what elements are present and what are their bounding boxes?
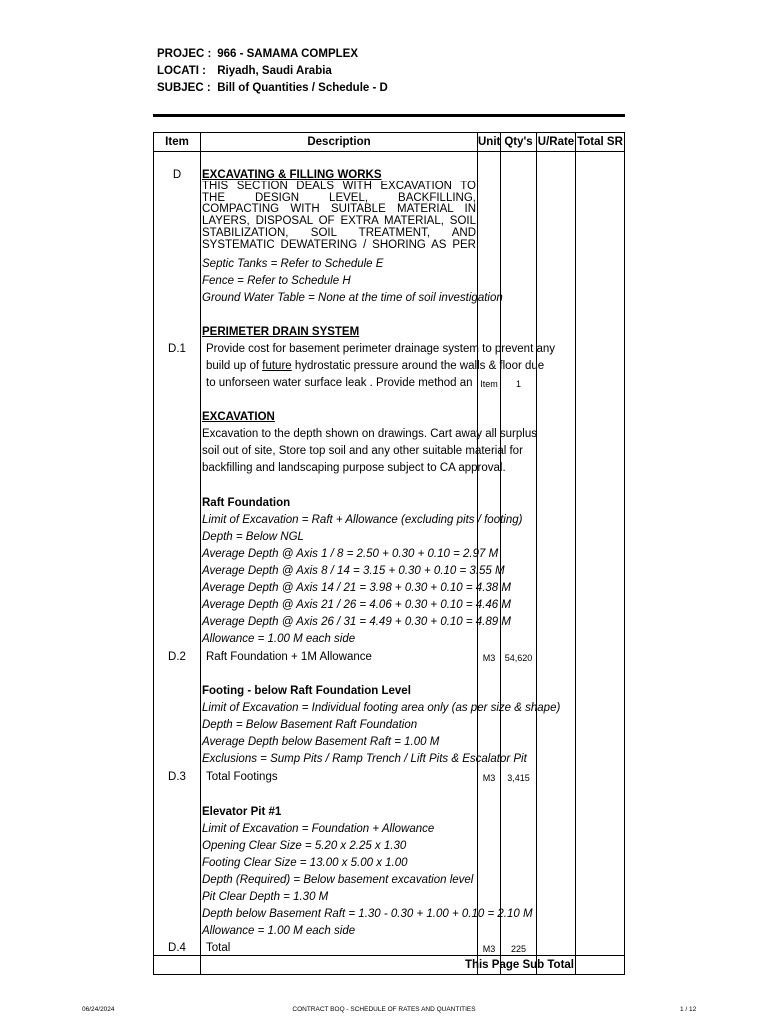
qty-d1: 1 xyxy=(515,379,521,389)
footer-title: CONTRACT BOQ - SCHEDULE OF RATES AND QUANTITIES xyxy=(292,1006,476,1013)
excavation-line: soil out of site, Store top soil and any other suitable material for xyxy=(202,445,523,457)
header-row-divider xyxy=(154,151,624,152)
col-divider xyxy=(500,133,501,974)
location-label: LOCATI : xyxy=(157,65,206,77)
project-label: PROJEC : xyxy=(157,48,212,60)
elevator-item: Total xyxy=(206,942,231,954)
note-line: Ground Water Table = None at the time of soil investigation xyxy=(202,292,503,304)
footing-line: Depth = Below Basement Raft Foundation xyxy=(202,719,418,731)
scope-line: SYSTEMATIC DEWATERING / SHORING AS PER xyxy=(202,238,476,251)
elevator-line: Limit of Excavation = Foundation + Allowance xyxy=(202,823,435,835)
header-rule xyxy=(153,114,625,117)
col-divider xyxy=(575,133,576,974)
footing-item: Total Footings xyxy=(206,771,278,783)
footer-date: 06/24/2024 xyxy=(82,1006,115,1013)
location-line xyxy=(157,65,332,77)
raft-line: Average Depth @ Axis 14 / 21 = 3.98 + 0.30 + 0.10 = 4.38 M xyxy=(202,582,511,594)
scope-line: THIS SECTION DEALS WITH EXCAVATION TO xyxy=(202,181,476,192)
perimeter-line: Provide cost for basement perimeter drainage system to prevent any xyxy=(206,343,556,355)
raft-line: Average Depth @ Axis 1 / 8 = 2.50 + 0.30 + 0.10 = 2.97 M xyxy=(202,548,499,560)
elevator-line: Footing Clear Size = 13.00 x 5.00 x 1.00 xyxy=(202,857,408,869)
subject-value: Bill of Quantities / Schedule - D xyxy=(217,82,388,94)
project-value: 966 - SAMAMA COMPLEX xyxy=(217,48,358,60)
raft-line: Average Depth @ Axis 26 / 31 = 4.49 + 0.30 + 0.10 = 4.89 M xyxy=(202,616,511,628)
perimeter-title: PERIMETER DRAIN SYSTEM xyxy=(202,326,360,338)
perimeter-line-pre: build up of xyxy=(206,360,263,372)
unit-d4: M3 xyxy=(482,944,496,954)
elevator-line: Pit Clear Depth = 1.30 M xyxy=(202,891,329,903)
perimeter-line: to unforseen water surface leak . Provide method an xyxy=(206,377,473,389)
unit-d3: M3 xyxy=(482,773,496,783)
col-divider xyxy=(200,133,201,974)
footing-line: Average Depth below Basement Raft = 1.00 M xyxy=(202,736,440,748)
item-code-d2: D.2 xyxy=(168,651,186,663)
project-line xyxy=(157,48,358,60)
col-header-total: Total SR xyxy=(577,136,623,148)
excavation-line: backfilling and landscaping purpose subject to CA approval. xyxy=(202,462,506,474)
boq-table xyxy=(153,132,625,975)
col-divider xyxy=(536,133,537,974)
col-header-qty: Qty's xyxy=(504,136,533,148)
raft-line: Depth = Below NGL xyxy=(202,531,304,543)
item-code-d4: D.4 xyxy=(168,942,186,954)
item-code-d3: D.3 xyxy=(168,771,186,783)
perimeter-line-underlined: future xyxy=(262,360,292,372)
section-code: D xyxy=(172,169,182,181)
col-header-description: Description xyxy=(307,136,371,148)
location-value: Riyadh, Saudi Arabia xyxy=(217,65,332,77)
footing-line: Exclusions = Sump Pits / Ramp Trench / Lift Pits & Escalator Pit xyxy=(202,753,527,765)
subject-line xyxy=(157,82,388,94)
scope-line: STABILIZATION, SOIL TREATMENT, AND xyxy=(202,226,476,239)
perimeter-line xyxy=(206,360,544,373)
raft-item: Raft Foundation + 1M Allowance xyxy=(206,651,372,663)
section-title: EXCAVATING & FILLING WORKS xyxy=(202,169,382,181)
elevator-line: Depth below Basement Raft = 1.30 - 0.30 + 1.00 + 0.10 = 2.10 M xyxy=(202,908,533,920)
note-line: Fence = Refer to Schedule H xyxy=(202,275,351,287)
col-header-unit-rate: U/Rate xyxy=(537,136,575,148)
excavation-title: EXCAVATION xyxy=(202,411,275,423)
note-line: Septic Tanks = Refer to Schedule E xyxy=(202,258,384,270)
elevator-line: Allowance = 1.00 M each side xyxy=(202,925,356,937)
elevator-title: Elevator Pit #1 xyxy=(202,806,282,818)
qty-d3: 3,415 xyxy=(507,773,530,783)
raft-line: Average Depth @ Axis 8 / 14 = 3.15 + 0.30 + 0.10 = 3.55 M xyxy=(202,565,505,577)
scope-line: THE DESIGN LEVEL, BACKFILLING, xyxy=(202,191,476,204)
excavation-line: Excavation to the depth shown on drawings. Cart away all surplus xyxy=(202,428,537,440)
section-scope-text xyxy=(202,181,476,251)
col-header-unit: Unit xyxy=(478,136,500,148)
footing-line: Limit of Excavation = Individual footing area only (as per size & shape) xyxy=(202,702,561,714)
unit-d1: Item xyxy=(480,379,498,389)
raft-line: Allowance = 1.00 M each side xyxy=(202,633,356,645)
raft-line: Average Depth @ Axis 21 / 26 = 4.06 + 0.30 + 0.10 = 4.46 M xyxy=(202,599,511,611)
unit-d2: M3 xyxy=(482,653,496,663)
raft-title: Raft Foundation xyxy=(202,497,291,509)
raft-line: Limit of Excavation = Raft + Allowance (excluding pits / footing) xyxy=(202,514,523,526)
item-code-d1: D.1 xyxy=(168,343,186,355)
page-subtotal-label: This Page Sub Total xyxy=(464,959,574,971)
qty-d2: 54,620 xyxy=(504,653,533,663)
perimeter-line-post: hydrostatic pressure around the walls & floor due xyxy=(291,360,545,372)
footer-page-number: 1 / 12 xyxy=(680,1006,697,1013)
col-header-item: Item xyxy=(165,136,189,148)
scope-line: LAYERS, DISPOSAL OF EXTRA MATERIAL, SOIL xyxy=(202,215,476,228)
subject-label: SUBJEC : xyxy=(157,82,211,94)
qty-d4: 225 xyxy=(510,944,527,954)
elevator-line: Opening Clear Size = 5.20 x 2.25 x 1.30 xyxy=(202,840,407,852)
footing-title: Footing - below Raft Foundation Level xyxy=(202,685,411,697)
scope-line: COMPACTING WITH SUITABLE MATERIAL IN xyxy=(202,203,476,216)
elevator-line: Depth (Required) = Below basement excavation level xyxy=(202,874,474,886)
